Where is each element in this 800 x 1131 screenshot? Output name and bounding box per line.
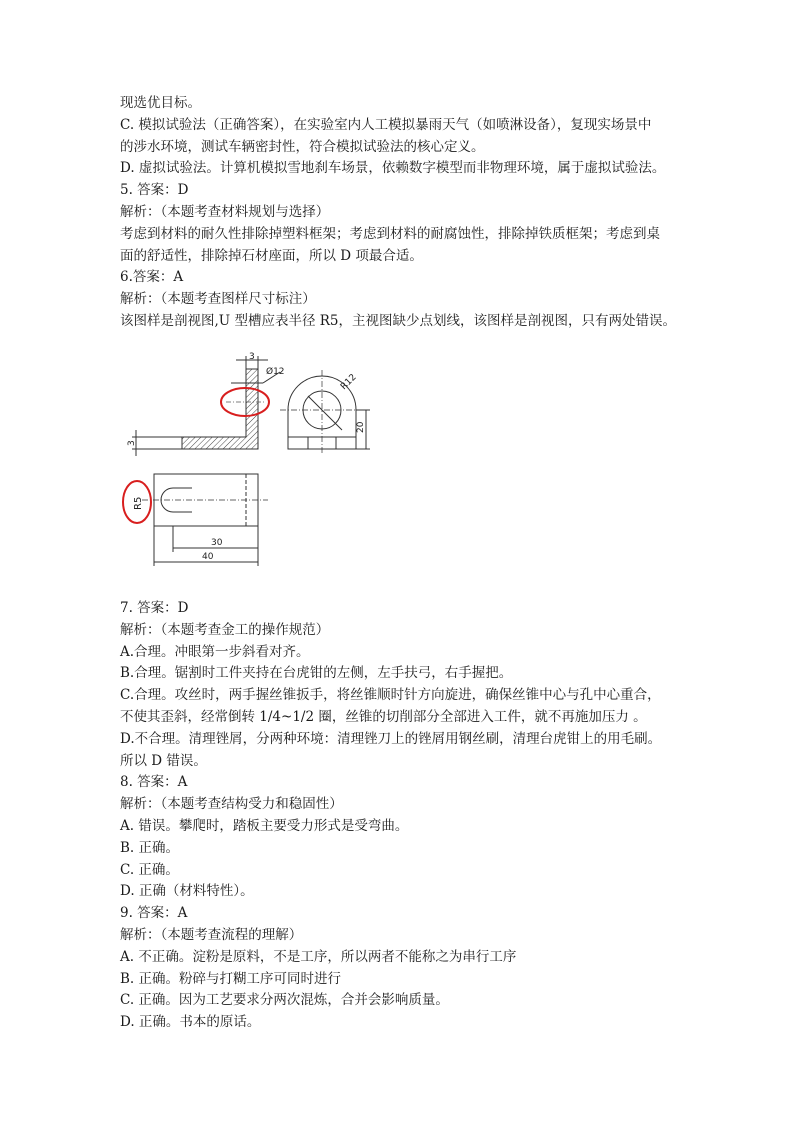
text-line: 所以 D 错误。 [120,752,207,769]
text-line: 的涉水环境，测试车辆密封性，符合模拟试验法的核心定义。 [120,138,485,155]
text-line: A. 错误。攀爬时，踏板主要受力形式是受弯曲。 [120,817,409,834]
text-line: C. 模拟试验法（正确答案），在实验室内人工模拟暴雨天气（如喷淋设备），复现实场景中 [120,116,652,133]
answer-text-lower [120,598,700,1034]
text-line: B. 正确。 [120,839,180,856]
text-line: A.合理。冲眼第一步斜看对齐。 [120,643,310,660]
analysis-heading: 解析：（本题考查结构受力和稳固性） [120,796,343,813]
text-line: D. 虚拟试验法。计算机模拟雪地刹车场景，依赖数字模型而非物理环境，属于虚拟试验法。 [120,160,666,177]
answer-heading: 6.答案：A [120,269,184,286]
engineering-drawing [118,350,378,575]
text-line: C. 正确。 [120,861,179,878]
r12-leader [308,396,342,430]
dim-phi12-label: Ø12 [266,367,285,377]
l-section-hatched [182,369,258,449]
side-view [280,370,370,454]
text-line: D.不合理。清理锉屑，分两种环境：清理锉刀上的锉屑用钢丝刷，清理台虎钳上的用毛刷。 [120,730,662,747]
text-line: 不使其歪斜，经常倒转 1/4~1/2 圈，丝锥的切削部分全部进入工件，就不再施加压力 。 [120,708,647,725]
text-line: C.合理。攻丝时，两手握丝锥扳手，将丝锥顺时针方向旋进，确保丝锥中心与孔中心重合， [120,687,661,704]
analysis-heading: 解析：（本题考查金工的操作规范） [120,621,330,638]
text-line: 面的舒适性，排除掉石材座面，所以 D 项最合适。 [120,247,423,264]
analysis-heading: 解析：（本题考查流程的理解） [120,926,303,943]
answer-heading: 9. 答案：A [120,905,188,922]
text-line: 现选优目标。 [120,95,201,111]
answer-heading: 7. 答案：D [120,600,189,616]
front-section-view [132,356,280,456]
dim-30-label: 30 [211,538,223,548]
text-line: B. 正确。粉碎与打糊工序可同时进行 [120,970,342,987]
dim-20-label: 20 [356,421,366,433]
dim-3-left-label: 3 [127,440,137,446]
dim-3-top-label: 3 [249,352,255,362]
text-line: 该图样是剖视图,U 型槽应表半径 R5，主视图缺少点划线，该图样是剖视图，只有两处错误。 [120,312,677,329]
text-line: D. 正确（材料特性）。 [120,883,254,900]
text-line: A. 不正确。淀粉是原料，不是工序，所以两者不能称之为串行工序 [120,948,517,965]
text-line: B.合理。锯割时工件夹持在台虎钳的左侧，左手扶弓，右手握把。 [120,665,513,682]
dim-r12-label: R12 [339,372,359,393]
text-line: 考虑到材料的耐久性排除掉塑料框架；考虑到材料的耐腐蚀性，排除掉铁质框架；考虑到桌 [120,225,660,242]
answer-heading: 8. 答案：A [120,774,188,791]
dim-r5-label: R5 [133,496,144,510]
analysis-heading: 解析：（本题考查图样尺寸标注） [120,291,316,308]
text-line: D. 正确。书本的原话。 [120,1014,261,1031]
dim-40-label: 40 [202,552,214,562]
analysis-heading: 解析：（本题考查材料规划与选择） [120,203,330,220]
answer-heading: 5. 答案：D [120,182,189,199]
answer-text-upper [120,93,700,333]
text-line: C. 正确。因为工艺要求分两次混炼，合并会影响质量。 [120,992,449,1009]
